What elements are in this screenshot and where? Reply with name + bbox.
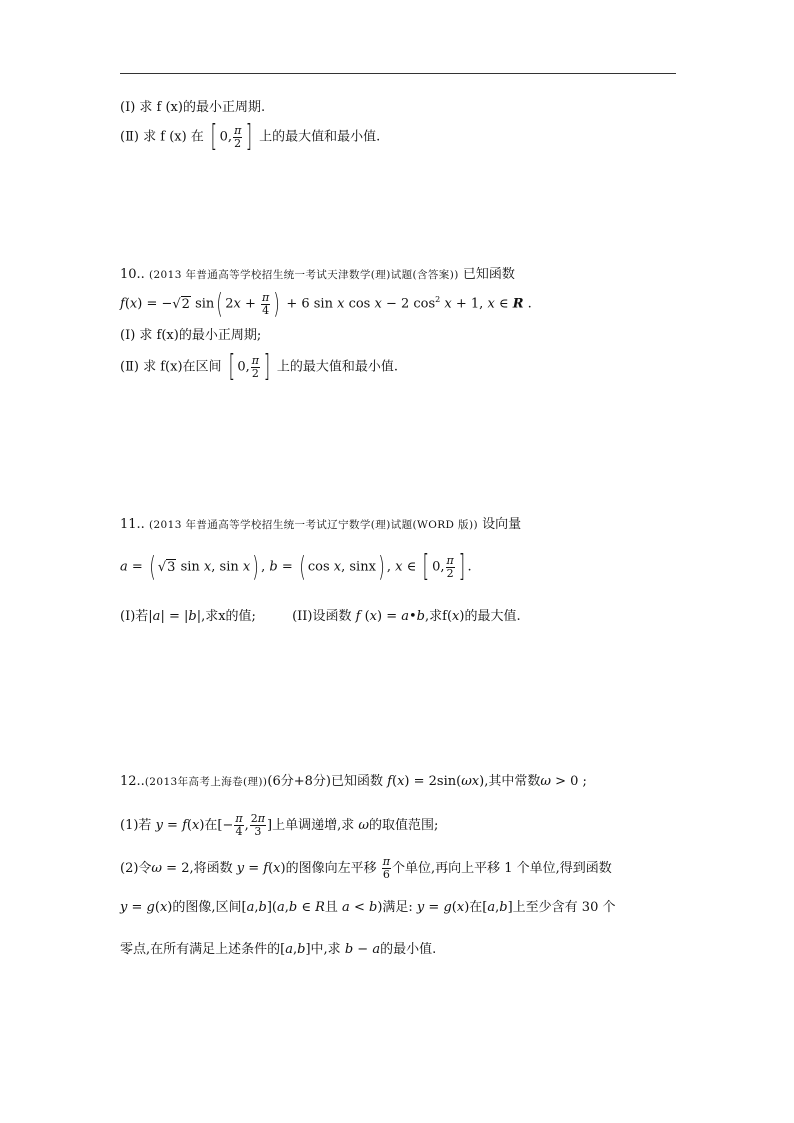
q12-part2: (2)令ω = 2,将函数 y = f(x)的图像向左平移 $\frac{\pi}{6}$ 个单位,再向上平移 1 个单位,得到函数 — [120, 855, 612, 881]
q12-part1: (1)若 y = f(x)在[− $\frac{\pi}{4}$ , $\frac{2\pi}{3}$ ]上单调递增,求 ω的取值范围; — [120, 812, 439, 838]
q12-header: 12..(2013年高考上海卷(理))(6分+8分)已知函数 f(x) = 2sin(ωx),其中常数ω > 0 ; — [120, 774, 587, 789]
q11-parts: (I)若|a| = |b|,求x的值; (II)设函数 f (x) = a•b,求f(x)的最大值. — [120, 609, 521, 624]
q12-part3: y = g(x)的图像,区间[a,b](a,b ∈ R且 a < b)满足: y = g(x)在[a,b]上至少含有 30 个 — [120, 900, 616, 915]
q10-part2: (Ⅱ) 求 f(x)在区间 [ 0, $\frac{\pi}{2}$ ] 上的最大值和最小值. — [120, 349, 399, 384]
q10-header: 10.. (2013 年普通高等学校招生统一考试天津数学(理)试题(含答案)) 已知函数 — [120, 267, 515, 282]
q9-part1: (Ⅰ) 求 f (x)的最小正周期. — [120, 100, 266, 115]
q9-part2: (Ⅱ) 求 f (x) 在 [ 0, $\frac{\pi}{2}$ ] 上的最大值和最小值. — [120, 119, 381, 154]
q10-formula: f(x) = −√2 sin( 2x + $\frac{\pi}{4}$ ) + 6 sin x cos x − 2 $\cos^2 x + 1$, x ∈ R . — [120, 287, 532, 320]
q10-part1: (Ⅰ) 求 f(x)的最小正周期; — [120, 328, 262, 343]
q11-formula: a = ( √3 sin x, sin x) , b = ( cos x, sinx) , x ∈ [ 0, $\frac{\pi}{2}$ ] . — [120, 549, 472, 584]
header-rule — [120, 73, 676, 74]
q11-header: 11.. (2013 年普通高等学校招生统一考试辽宁数学(理)试题(WORD 版)) 设向量 — [120, 517, 522, 532]
q12-part4: 零点,在所有满足上述条件的[a,b]中,求 b − a的最小值. — [120, 942, 437, 957]
